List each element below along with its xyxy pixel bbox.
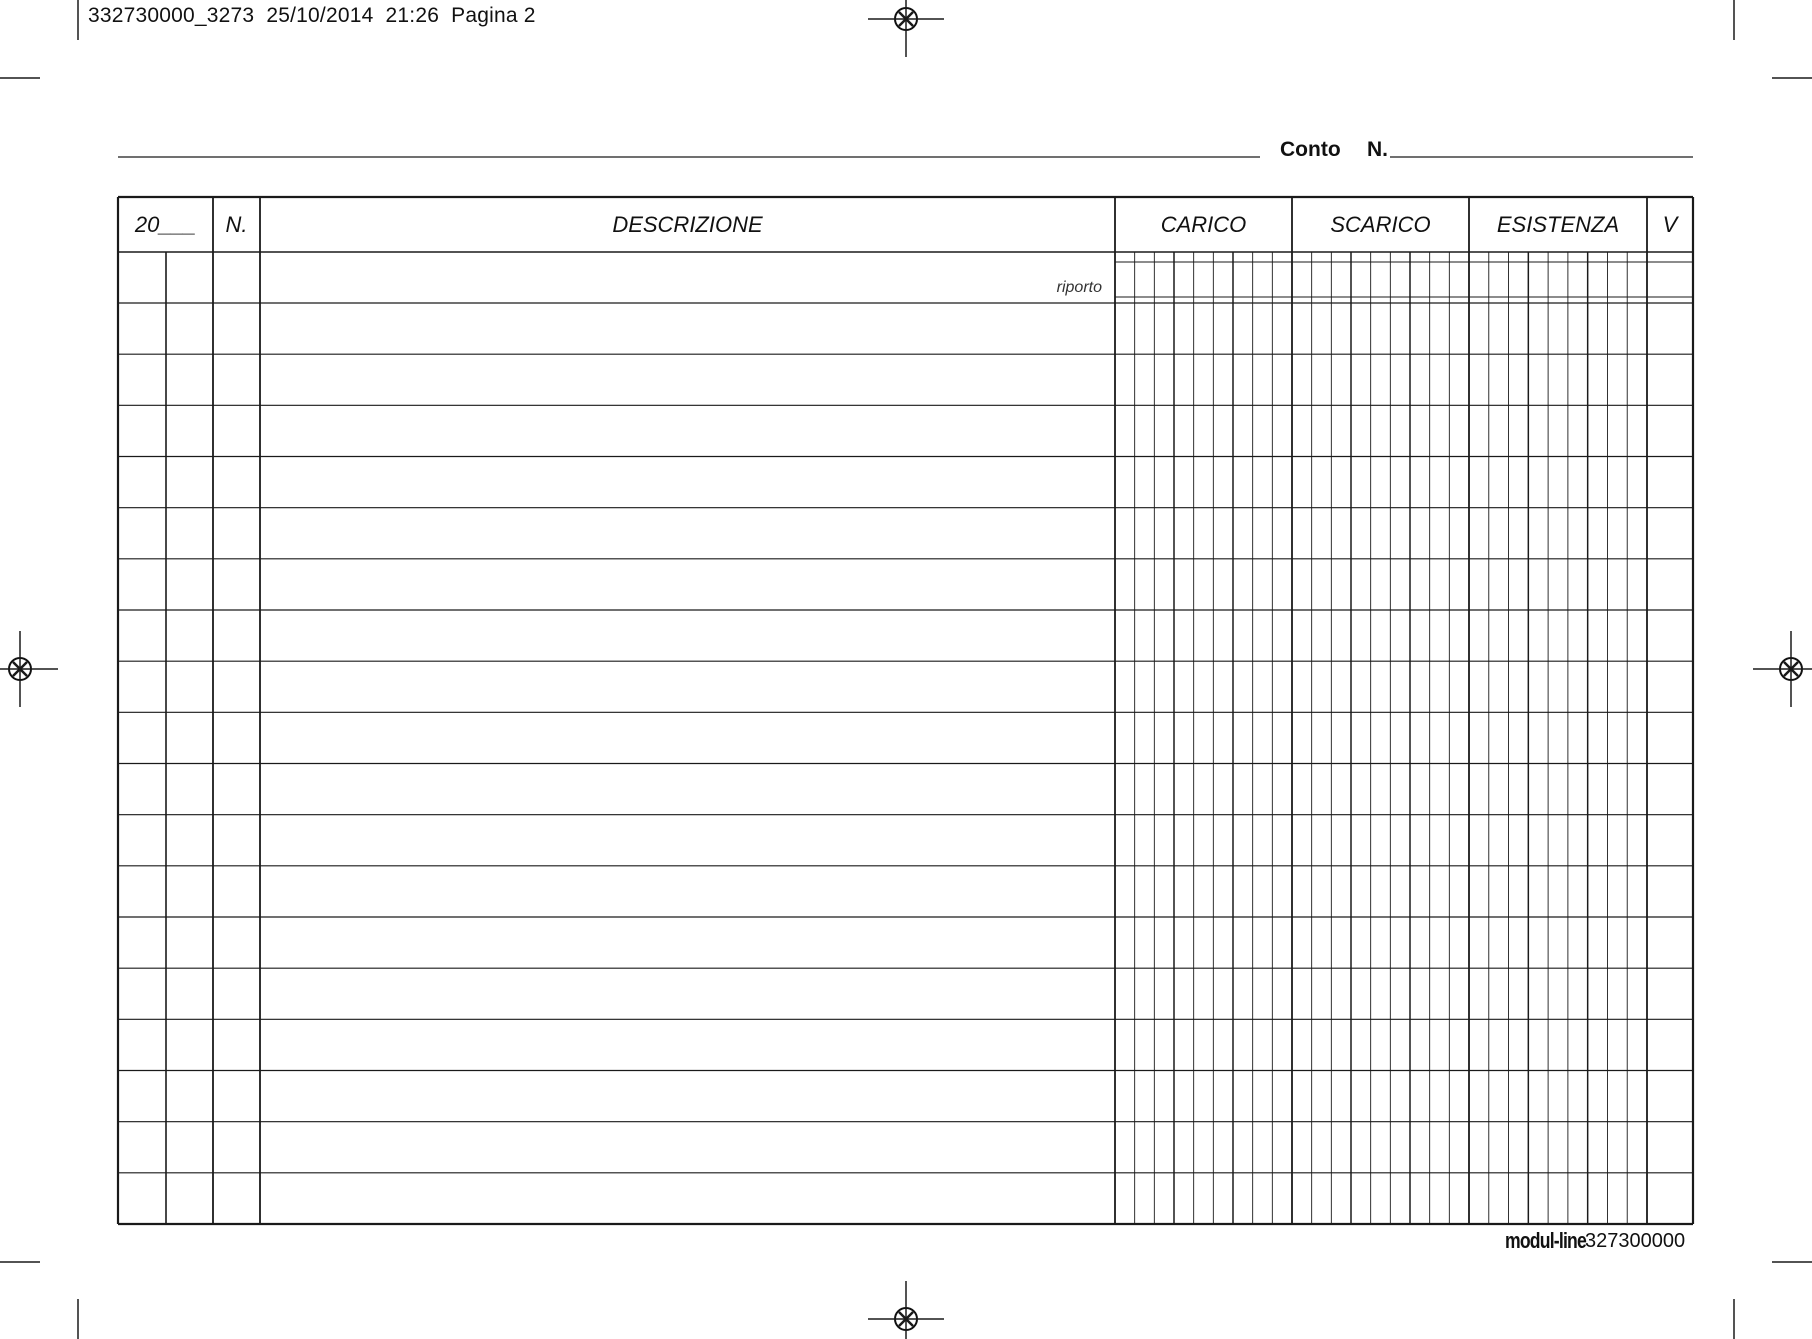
product-code: 327300000: [1585, 1230, 1686, 1252]
print-slug: 332730000_3273 25/10/2014 21:26 Pagina 2: [88, 4, 536, 27]
brand-logo: modul-line: [1505, 1228, 1586, 1253]
column-header-descrizione: DESCRIZIONE: [612, 212, 763, 237]
column-header-year: 20___: [134, 212, 197, 237]
riporto-label: riporto: [1056, 279, 1102, 296]
conto-label: Conto: [1280, 138, 1341, 161]
conto-number-label: N.: [1367, 138, 1388, 161]
column-header-number: N.: [225, 212, 248, 237]
column-header-carico: CARICO: [1160, 212, 1247, 237]
column-header-scarico: SCARICO: [1330, 212, 1431, 237]
column-header-v: V: [1662, 212, 1678, 237]
column-header-esistenza: ESISTENZA: [1496, 212, 1620, 237]
